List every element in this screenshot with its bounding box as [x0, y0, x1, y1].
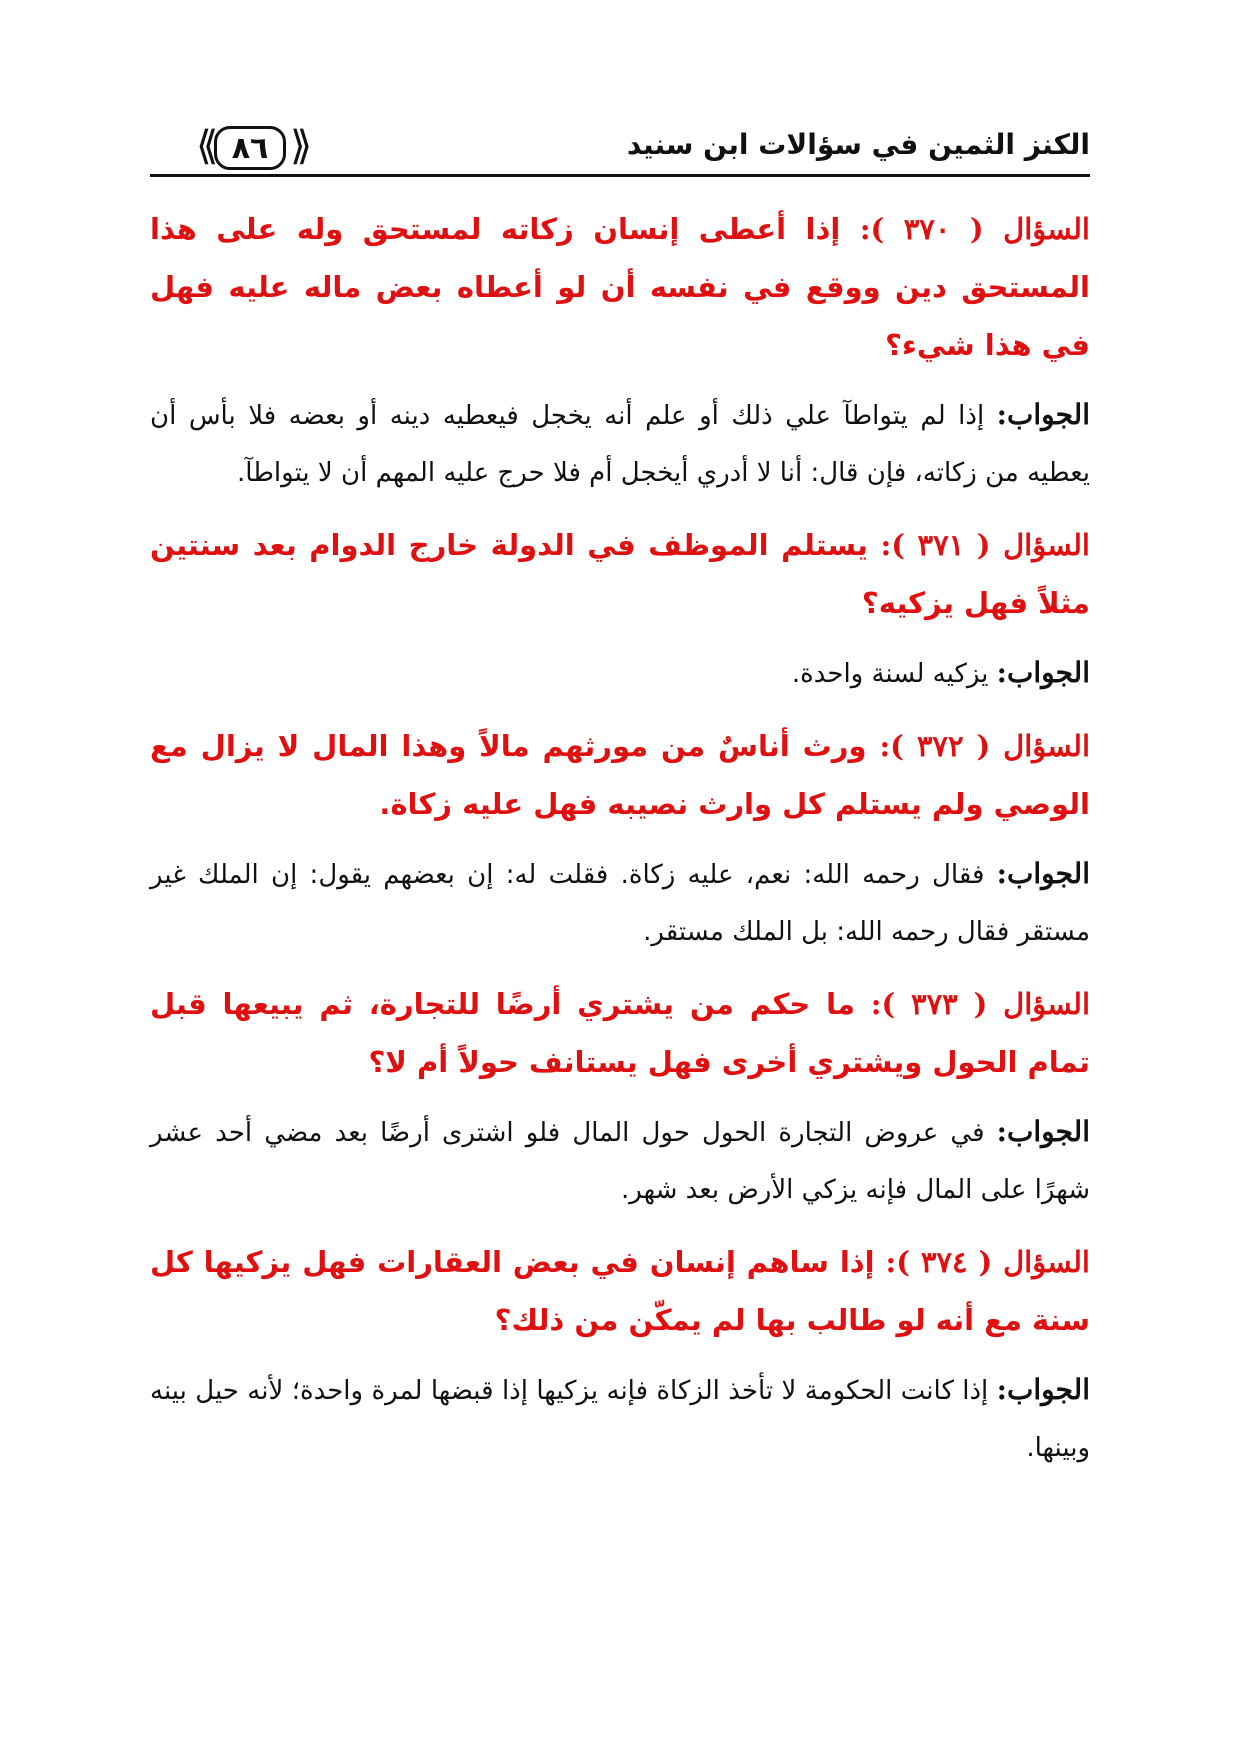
question-370	[150, 200, 1090, 374]
question-374	[150, 1233, 1090, 1349]
answer-370	[150, 386, 1090, 502]
page-header	[150, 108, 1090, 174]
answer-text: إذا كانت الحكومة لا تأخذ الزكاة فإنه يزكيها إذا قبضها لمرة واحدة؛ لأنه حيل بينه وبينها.	[150, 1376, 1090, 1463]
question-label: السؤال ( ٣٧٤ ):	[885, 1245, 1090, 1279]
question-373	[150, 975, 1090, 1091]
answer-label: الجواب:	[996, 656, 1090, 689]
question-text: يستلم الموظف في الدولة خارج الدوام بعد سنتين مثلاً فهل يزكيه؟	[150, 528, 1090, 620]
question-371	[150, 516, 1090, 632]
answer-text: فقال رحمه الله: نعم، عليه زكاة. فقلت له: إن بعضهم يقول: إن الملك غير مستقر فقال رحمه الله: بل الملك مستقر.	[150, 860, 1090, 947]
question-label: السؤال ( ٣٧٢ ):	[879, 729, 1091, 763]
question-label: السؤال ( ٣٧٣ ):	[870, 987, 1090, 1021]
right-ornament-icon: ⟫	[290, 123, 313, 169]
answer-373	[150, 1103, 1090, 1219]
answer-371	[150, 644, 1090, 703]
answer-label: الجواب:	[996, 398, 1090, 431]
question-text: ورث أناسٌ من مورثهم مالاً وهذا المال لا يزال مع الوصي ولم يستلم كل وارث نصيبه فهل عليه زكاة.	[150, 729, 1090, 821]
book-title: الكنز الثمين في سؤالات ابن سنيد	[626, 128, 1090, 161]
question-label: السؤال ( ٣٧١ ):	[880, 528, 1090, 562]
left-ornament-icon: ⟪	[196, 123, 219, 169]
answer-text: في عروض التجارة الحول حول المال فلو اشترى أرضًا بعد مضي أحد عشر شهرًا على المال فإنه يزكي الأرض بعد شهر.	[150, 1118, 1090, 1205]
answer-text: إذا لم يتواطآ علي ذلك أو علم أنه يخجل فيعطيه دينه أو بعضه فلا بأس أن يعطيه من زكاته، فإن قال: أنا لا أدري أيخجل أم فلا حرج عليه المهم أن لا يتواطآ.	[150, 401, 1090, 488]
question-text: ما حكم من يشتري أرضًا للتجارة، ثم يبيعها قبل تمام الحول ويشتري أخرى فهل يستانف حولاً أم لا؟	[150, 987, 1090, 1079]
page-number: ٨٦	[231, 130, 269, 166]
question-text: إذا أعطى إنسان زكاته لمستحق وله على هذا المستحق دين ووقع في نفسه أن لو أعطاه بعض ماله عليه فهل في هذا شيء؟	[150, 212, 1090, 362]
question-text: إذا ساهم إنسان في بعض العقارات فهل يزكيها كل سنة مع أنه لو طالب بها لم يمكّن من ذلك؟	[150, 1245, 1090, 1337]
qa-content	[150, 200, 1090, 1491]
answer-label: الجواب:	[996, 857, 1090, 890]
question-372	[150, 717, 1090, 833]
answer-text: يزكيه لسنة واحدة.	[791, 659, 997, 689]
answer-label: الجواب:	[996, 1373, 1090, 1406]
header-divider	[150, 174, 1090, 177]
answer-374	[150, 1361, 1090, 1477]
page-number-badge	[196, 123, 313, 172]
question-label: السؤال ( ٣٧٠ ):	[859, 212, 1090, 246]
answer-label: الجواب:	[996, 1115, 1090, 1148]
answer-372	[150, 845, 1090, 961]
